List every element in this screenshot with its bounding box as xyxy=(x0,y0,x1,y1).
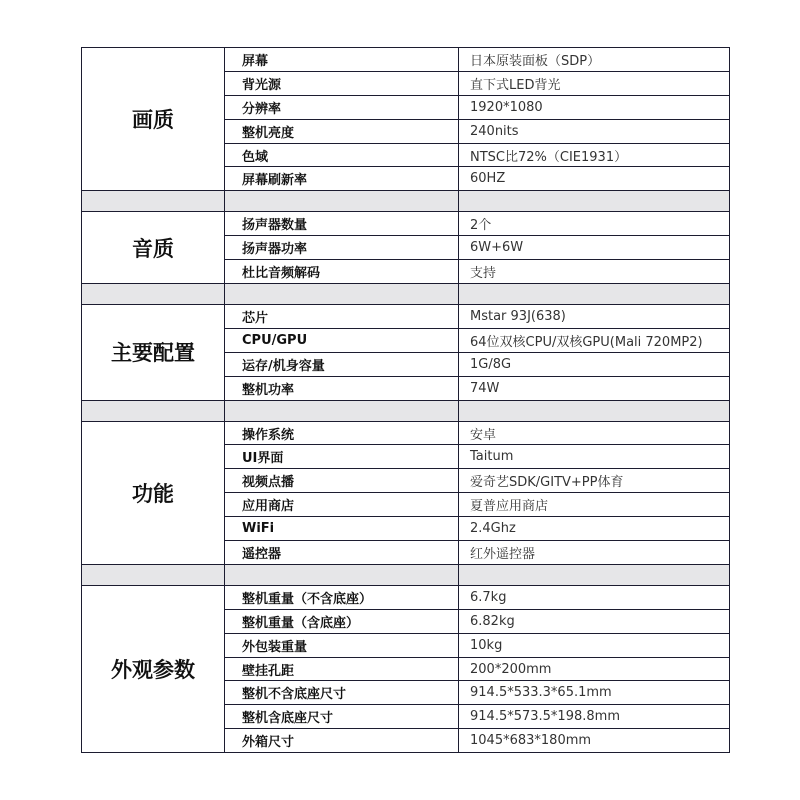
spec-value: 1G/8G xyxy=(459,352,730,376)
divider-cell xyxy=(225,564,459,585)
section-category: 外观参数 xyxy=(82,585,225,752)
spec-value: NTSC比72%（CIE1931） xyxy=(459,143,730,167)
spec-label: 外箱尺寸 xyxy=(225,729,459,753)
spec-label: 整机重量（不含底座） xyxy=(225,585,459,609)
spec-value: 爱奇艺SDK/GITV+PP体育 xyxy=(459,469,730,493)
spec-value: Mstar 93J(638) xyxy=(459,305,730,329)
spec-value: 安卓 xyxy=(459,421,730,445)
spec-value: 1920*1080 xyxy=(459,95,730,119)
spec-label: WiFi xyxy=(225,517,459,541)
spec-label: 整机不含底座尺寸 xyxy=(225,681,459,705)
spec-label: 扬声器数量 xyxy=(225,212,459,236)
spec-row xyxy=(82,585,730,609)
spec-label: 整机含底座尺寸 xyxy=(225,705,459,729)
spec-table xyxy=(81,47,730,753)
divider-cell xyxy=(459,191,730,212)
spec-label: 应用商店 xyxy=(225,493,459,517)
divider-cell xyxy=(82,400,225,421)
spec-label: 操作系统 xyxy=(225,421,459,445)
spec-label: 背光源 xyxy=(225,71,459,95)
spec-value: 2.4Ghz xyxy=(459,517,730,541)
spec-label: 整机功率 xyxy=(225,376,459,400)
spec-value: 914.5*533.3*65.1mm xyxy=(459,681,730,705)
spec-label: CPU/GPU xyxy=(225,328,459,352)
spec-label: 视频点播 xyxy=(225,469,459,493)
divider-cell xyxy=(82,284,225,305)
spec-row xyxy=(82,305,730,329)
spec-value: 直下式LED背光 xyxy=(459,71,730,95)
spec-value: 夏普应用商店 xyxy=(459,493,730,517)
spec-label: 屏幕 xyxy=(225,48,459,72)
spec-value: 914.5*573.5*198.8mm xyxy=(459,705,730,729)
spec-value: 支持 xyxy=(459,260,730,284)
spec-value: 60HZ xyxy=(459,167,730,191)
spec-label: 屏幕刷新率 xyxy=(225,167,459,191)
spec-table-body xyxy=(82,48,730,753)
section-category: 主要配置 xyxy=(82,305,225,401)
spec-label: 整机重量（含底座） xyxy=(225,609,459,633)
spec-label: 杜比音频解码 xyxy=(225,260,459,284)
divider-cell xyxy=(459,284,730,305)
divider-cell xyxy=(459,564,730,585)
section-divider-row xyxy=(82,400,730,421)
spec-value: 日本原装面板（SDP） xyxy=(459,48,730,72)
spec-value: 红外遥控器 xyxy=(459,541,730,565)
spec-label: 外包装重量 xyxy=(225,633,459,657)
section-divider-row xyxy=(82,191,730,212)
spec-label: 整机亮度 xyxy=(225,119,459,143)
section-category: 画质 xyxy=(82,48,225,191)
section-category: 音质 xyxy=(82,212,225,284)
spec-value: Taitum xyxy=(459,445,730,469)
spec-label: 运存/机身容量 xyxy=(225,352,459,376)
spec-value: 200*200mm xyxy=(459,657,730,681)
section-divider-row xyxy=(82,284,730,305)
spec-value: 6W+6W xyxy=(459,236,730,260)
divider-cell xyxy=(225,284,459,305)
spec-label: 壁挂孔距 xyxy=(225,657,459,681)
spec-value: 74W xyxy=(459,376,730,400)
spec-label: 遥控器 xyxy=(225,541,459,565)
divider-cell xyxy=(82,191,225,212)
divider-cell xyxy=(225,191,459,212)
section-category: 功能 xyxy=(82,421,225,564)
spec-value: 2个 xyxy=(459,212,730,236)
spec-label: 分辨率 xyxy=(225,95,459,119)
spec-value: 1045*683*180mm xyxy=(459,729,730,753)
spec-value: 240nits xyxy=(459,119,730,143)
spec-value: 64位双核CPU/双核GPU(Mali 720MP2) xyxy=(459,328,730,352)
spec-label: UI界面 xyxy=(225,445,459,469)
spec-label: 色域 xyxy=(225,143,459,167)
spec-label: 扬声器功率 xyxy=(225,236,459,260)
section-divider-row xyxy=(82,564,730,585)
spec-row xyxy=(82,421,730,445)
spec-value: 6.7kg xyxy=(459,585,730,609)
divider-cell xyxy=(459,400,730,421)
spec-label: 芯片 xyxy=(225,305,459,329)
divider-cell xyxy=(225,400,459,421)
spec-row xyxy=(82,48,730,72)
divider-cell xyxy=(82,564,225,585)
spec-value: 6.82kg xyxy=(459,609,730,633)
spec-row xyxy=(82,212,730,236)
spec-value: 10kg xyxy=(459,633,730,657)
